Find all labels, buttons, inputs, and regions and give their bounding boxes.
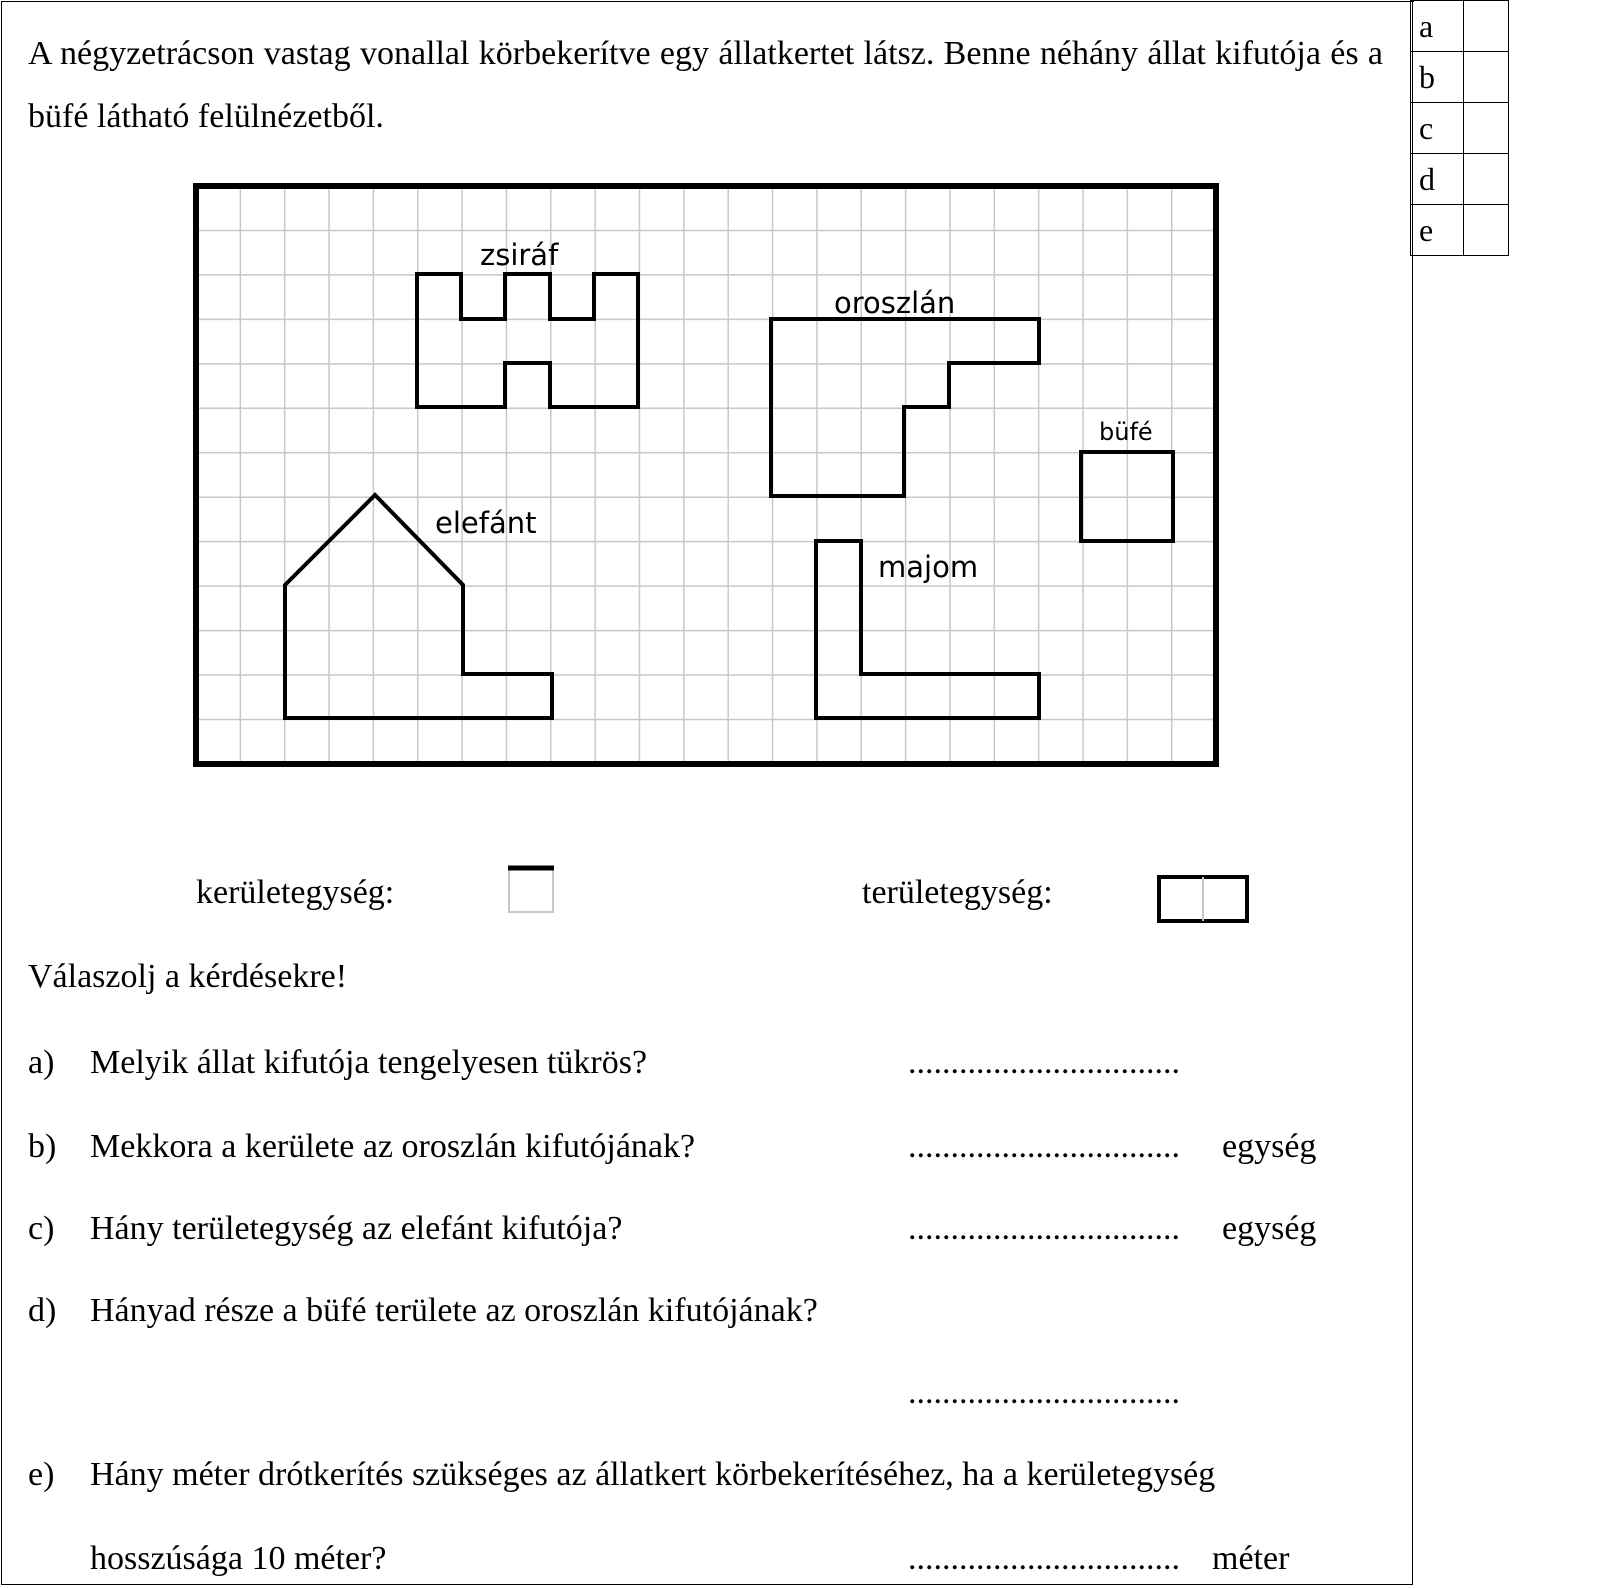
answer-b-field[interactable]: ................................ xyxy=(908,1128,1180,1165)
score-label-b: b xyxy=(1411,52,1464,103)
elephant-label: elefánt xyxy=(435,506,537,540)
score-label-c: c xyxy=(1411,103,1464,154)
buffet-label: büfé xyxy=(1099,418,1153,446)
answer-d-field[interactable]: ................................ xyxy=(908,1374,1180,1411)
question-a-letter: a) xyxy=(28,1044,55,1081)
answer-c-unit: egység xyxy=(1222,1210,1317,1247)
giraffe-enclosure xyxy=(417,274,638,407)
grid-lines xyxy=(196,186,1216,764)
area-unit-label: területegység: xyxy=(862,874,1053,911)
answer-c-field[interactable]: ................................ xyxy=(908,1210,1180,1247)
area-unit-icon xyxy=(1156,874,1254,926)
instruction: Válaszolj a kérdésekre! xyxy=(28,958,348,995)
intro-text: A négyzetrácson vastag vonallal körbekerítve egy állatkertet látsz. Benne néhány állat kifutója és a büfé látható felülnézetből. xyxy=(28,35,1383,135)
question-e-text-line2: hosszúsága 10 méter? xyxy=(90,1540,387,1577)
answer-e-field[interactable]: ................................ xyxy=(908,1540,1180,1577)
score-label-a: a xyxy=(1411,1,1464,52)
score-label-e: e xyxy=(1411,205,1464,256)
question-a-text: Melyik állat kifutója tengelyesen tükrös? xyxy=(90,1044,648,1081)
answer-e-unit: méter xyxy=(1212,1540,1290,1577)
perimeter-unit-icon xyxy=(505,864,557,916)
question-b-letter: b) xyxy=(28,1128,57,1165)
score-label-d: d xyxy=(1411,154,1464,205)
question-d-letter: d) xyxy=(28,1292,57,1329)
lion-label: oroszlán xyxy=(834,286,956,320)
perimeter-unit-label: kerületegység: xyxy=(196,874,395,911)
question-b-text: Mekkora a kerülete az oroszlán kifutójának? xyxy=(90,1128,696,1165)
answer-a-field[interactable]: ................................ xyxy=(908,1044,1180,1081)
giraffe-label: zsiráf xyxy=(480,238,559,272)
monkey-label: majom xyxy=(878,550,979,584)
question-e-text: Hány méter drótkerítés szükséges az állatkert körbekerítéséhez, ha a kerületegység xyxy=(90,1456,1216,1493)
question-c-letter: c) xyxy=(28,1210,55,1247)
question-e-letter: e) xyxy=(28,1456,55,1493)
answer-b-unit: egység xyxy=(1222,1128,1317,1165)
question-c-text: Hány területegység az elefánt kifutója? xyxy=(90,1210,623,1247)
zoo-fence xyxy=(196,186,1216,764)
question-d-text: Hányad része a büfé területe az oroszlán kifutójának? xyxy=(90,1292,818,1329)
